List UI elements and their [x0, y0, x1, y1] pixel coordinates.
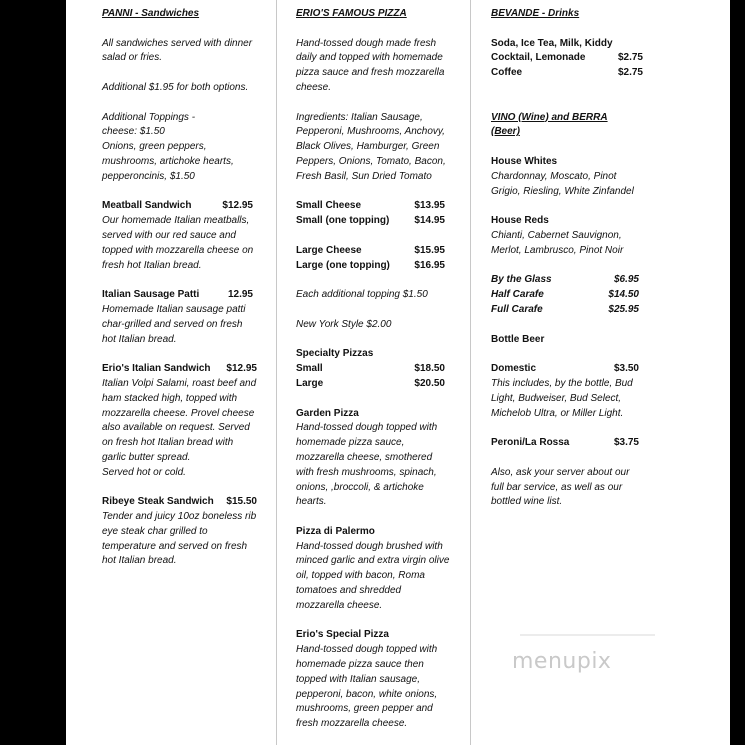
size-name: Large Cheese — [296, 244, 362, 256]
item-description: Homemade Italian sausage patti char-grilled and served on fresh hot Italian bread. — [102, 303, 246, 345]
new-york-note: New York Style $2.00 — [296, 318, 392, 330]
pizza-heading: ERIO'S FAMOUS PIZZA — [296, 8, 407, 19]
pizza-intro: Hand-tossed dough made fresh daily and topped with homemade pizza sauce and fresh mozzarella cheese. — [296, 37, 445, 93]
size-row — [296, 377, 451, 392]
beer-name: Peroni/La Rossa — [491, 437, 570, 449]
drink-price: $2.75 — [617, 67, 643, 79]
size-price: $14.95 — [414, 215, 445, 227]
size-price: $18.50 — [414, 363, 445, 375]
size-row — [296, 199, 451, 214]
menu-item-row — [102, 362, 257, 377]
glass-name: Full Carafe — [491, 303, 543, 315]
glass-price: $25.95 — [608, 303, 639, 315]
drink-row — [491, 37, 643, 52]
glass-row — [491, 273, 643, 288]
special-pizza-name: Pizza di Palermo — [296, 525, 375, 537]
item-description: Tender and juicy 10oz boneless rib eye steak char grilled to temperature and served on fresh hot Italian bread. — [102, 511, 257, 567]
size-name: Large (one topping) — [296, 259, 390, 271]
wine-heading: VINO (Wine) and BERRA — [491, 111, 608, 123]
column-divider — [276, 0, 277, 745]
item-price: $12.95 — [226, 363, 257, 375]
item-price: 12.95 — [227, 289, 253, 301]
size-name: Small Cheese — [296, 200, 362, 212]
sandwiches-heading: PANNI - Sandwiches — [102, 8, 200, 19]
watermark-bar — [520, 634, 655, 636]
house-reds-title: House Reds — [491, 215, 549, 227]
glass-name: By the Glass — [491, 274, 552, 286]
specialty-title: Specialty Pizzas — [296, 348, 374, 360]
item-price: $15.50 — [226, 496, 257, 508]
pizza-column — [296, 7, 451, 732]
item-name: Italian Sausage Patti — [102, 289, 200, 301]
menu-item-row — [102, 288, 257, 303]
glass-row — [491, 288, 643, 303]
closing-note: Also, ask your server about our full bar service, as well as our bottled wine list. — [491, 466, 630, 508]
sandwiches-intro: All sandwiches served with dinner salad or fries. — [102, 37, 253, 64]
watermark-logo: menupix — [512, 649, 612, 674]
size-price: $13.95 — [414, 200, 445, 212]
glass-price: $6.95 — [613, 274, 639, 286]
beer-row — [491, 362, 643, 377]
size-price: $15.95 — [414, 244, 445, 256]
glass-name: Half Carafe — [491, 289, 544, 301]
size-name: Large — [296, 377, 324, 389]
drink-row — [491, 66, 643, 81]
column-divider — [470, 0, 471, 745]
size-price: $16.95 — [414, 259, 445, 271]
item-description: Our homemade Italian meatballs, served with our red sauce and topped with mozzarella cheese on fresh hot Italian bread. — [102, 215, 254, 271]
pizza-ingredients: Ingredients: Italian Sausage, Pepperoni, Mushrooms, Anchovy, Black Olives, Hamburger, Green Peppers, Onions, Tomato, Bacon, Fresh Basil, Sun Dried Tomato — [296, 111, 446, 182]
beer-price: $3.75 — [613, 437, 639, 449]
special-pizza-name: Erio's Special Pizza — [296, 629, 389, 641]
size-name: Small — [296, 363, 323, 375]
size-price: $20.50 — [414, 377, 445, 389]
special-pizza-desc: Hand-tossed dough topped with homemade pizza sauce, mozzarella cheese, smothered with fresh mushrooms, spinach, onions, ,broccoli, & artichoke hearts. — [296, 422, 438, 508]
drink-name: Cocktail, Lemonade — [491, 52, 586, 64]
toppings-title: Additional Toppings - — [102, 111, 196, 123]
special-pizza-desc: Hand-tossed dough topped with homemade pizza sauce then topped with Italian sausage, pepperoni, bacon, white onions, mushrooms, green pepper and fresh mozzarella cheese. — [296, 644, 438, 730]
size-row — [296, 259, 451, 274]
size-row — [296, 244, 451, 259]
wine-heading-cont: (Beer) — [491, 126, 520, 138]
special-pizza-desc: Hand-tossed dough brushed with minced garlic and extra virgin olive oil, topped with bacon, Roma tomatoes and shredded mozzarella cheese. — [296, 540, 450, 611]
item-extra: Served hot or cold. — [102, 466, 186, 478]
drinks-column — [491, 7, 643, 510]
item-name: Erio's Italian Sandwich — [102, 363, 211, 375]
toppings-other: Onions, green peppers, mushrooms, artichoke hearts, pepperoncinis, $1.50 — [102, 141, 234, 182]
drink-name: Coffee — [491, 67, 523, 79]
drink-price: $2.75 — [617, 52, 643, 64]
item-description: Italian Volpi Salami, roast beef and ham stacked high, topped with mozzarella cheese. Provel cheese also available on request. Served on fresh hot Italian bread with garlic butter spread. — [102, 377, 257, 463]
beer-price: $3.50 — [613, 363, 639, 375]
sandwiches-additional: Additional $1.95 for both options. — [102, 81, 249, 93]
item-name: Meatball Sandwich — [102, 200, 192, 212]
beer-description: This includes, by the bottle, Bud Light, Budweiser, Bud Select, Michelob Ultra, or Miller Light. — [491, 377, 633, 419]
each-topping-note: Each additional topping $1.50 — [296, 289, 428, 301]
drink-row — [491, 51, 643, 66]
beer-row — [491, 436, 643, 451]
house-whites-title: House Whites — [491, 155, 558, 167]
house-whites-list: Chardonnay, Moscato, Pinot Grigio, Riesling, White Zinfandel — [491, 170, 634, 197]
special-pizza-name: Garden Pizza — [296, 407, 359, 419]
glass-row — [491, 303, 643, 318]
beer-name: Domestic — [491, 363, 537, 375]
menu-item-row — [102, 199, 257, 214]
item-name: Ribeye Steak Sandwich — [102, 496, 214, 508]
sandwiches-column — [102, 7, 257, 569]
toppings-cheese: cheese: $1.50 — [102, 126, 165, 138]
drinks-heading: BEVANDE - Drinks — [491, 8, 580, 19]
bottle-beer-title: Bottle Beer — [491, 333, 545, 345]
size-row — [296, 214, 451, 229]
drink-name: Soda, Ice Tea, Milk, Kiddy — [491, 37, 613, 49]
item-price: $12.95 — [222, 200, 253, 212]
glass-price: $14.50 — [608, 289, 639, 301]
menu-item-row — [102, 495, 257, 510]
size-row — [296, 362, 451, 377]
size-name: Small (one topping) — [296, 215, 390, 227]
house-reds-list: Chianti, Cabernet Sauvignon, Merlot, Lambrusco, Pinot Noir — [491, 229, 624, 256]
